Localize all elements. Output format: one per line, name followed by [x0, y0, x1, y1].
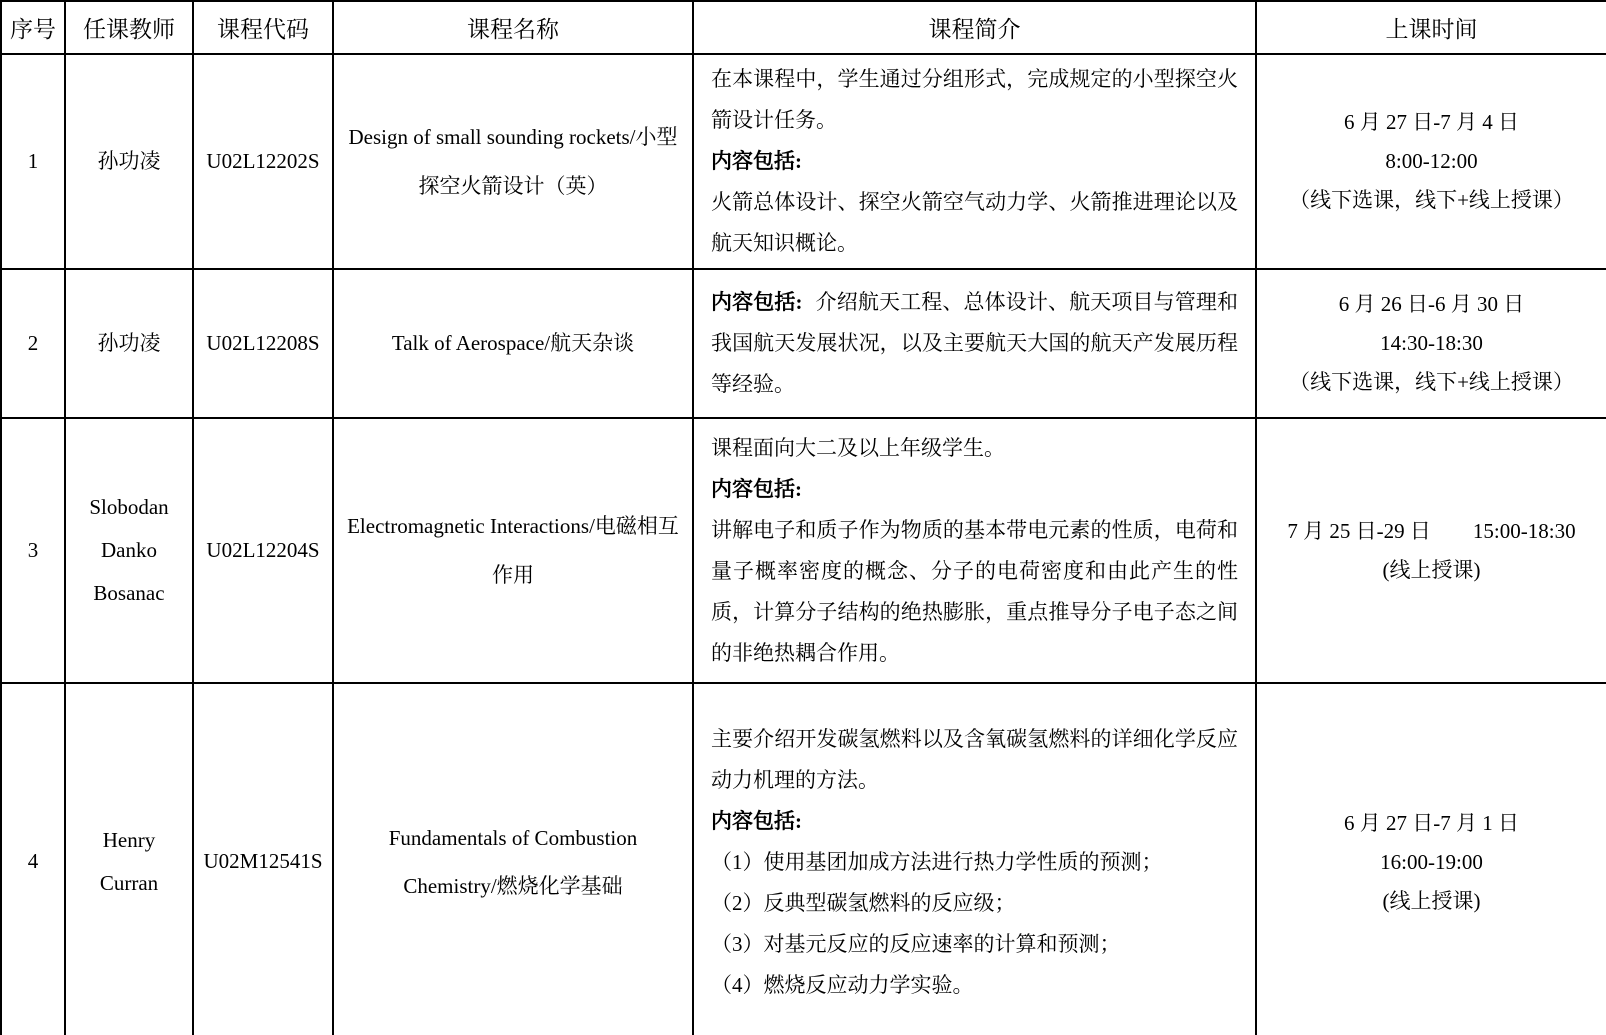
- time-line: (线上授课): [1382, 888, 1481, 913]
- teacher-cell: Henry Curran: [65, 683, 193, 1035]
- intro-label: 内容包括:: [711, 290, 803, 314]
- intro-cell: [693, 54, 1256, 269]
- teacher-cell: Slobodan Danko Bosanac: [65, 418, 193, 683]
- table-row: [1, 418, 1606, 683]
- code-cell: U02L12202S: [193, 54, 333, 269]
- code-cell: U02L12208S: [193, 269, 333, 418]
- name-cell: Talk of Aerospace/航天杂谈: [333, 269, 693, 418]
- header-cell-code: 课程代码: [193, 1, 333, 54]
- intro-text: 介绍航天工程、总体设计、航天项目与管理和我国航天发展状况，以及主要航天大国的航天产发展历程等经验。: [711, 290, 1238, 396]
- intro-cell: [693, 683, 1256, 1035]
- time-cell: [1256, 54, 1606, 269]
- intro-paragraph: 火箭总体设计、探空火箭空气动力学、火箭推进理论以及航天知识概论。: [711, 190, 1238, 255]
- time-line: 16:00-19:00: [1380, 849, 1483, 874]
- intro-cell: [693, 418, 1256, 683]
- time-line: 6 月 26 日-6 月 30 日: [1338, 292, 1525, 316]
- time-line: (线上授课): [1382, 557, 1481, 582]
- intro-list-item: （4）燃烧反应动力学实验。: [711, 972, 974, 997]
- intro-list-item: （3）对基元反应的反应速率的计算和预测；: [711, 931, 1121, 956]
- intro-label: 内容包括:: [711, 476, 802, 501]
- name-cell: Design of small sounding rockets/小型探空火箭设计（英）: [333, 54, 693, 269]
- time-cell: [1256, 418, 1606, 683]
- time-line: 6 月 27 日-7 月 1 日: [1344, 810, 1519, 835]
- intro-list-item: （2）反典型碳氢燃料的反应级；: [711, 890, 1016, 915]
- intro-paragraph: 讲解电子和质子作为物质的基本带电元素的性质，电荷和量子概率密度的概念、分子的电荷密度和由此产生的性质，计算分子结构的绝热膨胀，重点推导分子电子态之间的非绝热耦合作用。: [711, 517, 1238, 665]
- header-cell-time: 上课时间: [1256, 1, 1606, 54]
- time-line: （线下选课，线下+线上授课）: [1289, 370, 1574, 394]
- serial-cell: 2: [1, 269, 65, 418]
- header-cell-name: 课程名称: [333, 1, 693, 54]
- intro-paragraph: 课程面向大二及以上年级学生。: [711, 435, 1005, 460]
- teacher-cell: 孙功凌: [65, 269, 193, 418]
- time-line: 8:00-12:00: [1385, 149, 1478, 173]
- code-cell: U02M12541S: [193, 683, 333, 1035]
- table-row: [1, 269, 1606, 418]
- time-cell: [1256, 683, 1606, 1035]
- header-cell-no: 序号: [1, 1, 65, 54]
- time-line: （线下选课，线下+线上授课）: [1289, 188, 1574, 212]
- name-cell: Electromagnetic Interactions/电磁相互作用: [333, 418, 693, 683]
- intro-label: 内容包括:: [711, 808, 802, 833]
- teacher-cell: 孙功凌: [65, 54, 193, 269]
- code-cell: U02L12204S: [193, 418, 333, 683]
- intro-list-item: （1）使用基团加成方法进行热力学性质的预测；: [711, 849, 1163, 874]
- serial-cell: 4: [1, 683, 65, 1035]
- intro-paragraph: [711, 282, 1238, 405]
- name-cell: Fundamentals of Combustion Chemistry/燃烧化学基础: [333, 683, 693, 1035]
- intro-label: 内容包括:: [711, 149, 802, 173]
- time-line: 6 月 27 日-7 月 4 日: [1344, 110, 1519, 134]
- time-line: 14:30-18:30: [1380, 331, 1483, 355]
- time-cell: [1256, 269, 1606, 418]
- header-cell-teacher: 任课教师: [65, 1, 193, 54]
- header-row: [1, 1, 1606, 54]
- intro-paragraph: 在本课程中，学生通过分组形式，完成规定的小型探空火箭设计任务。: [711, 67, 1238, 132]
- serial-cell: 1: [1, 54, 65, 269]
- table-row: [1, 683, 1606, 1035]
- intro-cell: [693, 269, 1256, 418]
- serial-cell: 3: [1, 418, 65, 683]
- time-line: 7 月 25 日-29 日 15:00-18:30: [1287, 518, 1576, 543]
- intro-paragraph: 主要介绍开发碳氢燃料以及含氧碳氢燃料的详细化学反应动力机理的方法。: [711, 726, 1238, 792]
- header-cell-intro: 课程简介: [693, 1, 1256, 54]
- table-row: [1, 54, 1606, 269]
